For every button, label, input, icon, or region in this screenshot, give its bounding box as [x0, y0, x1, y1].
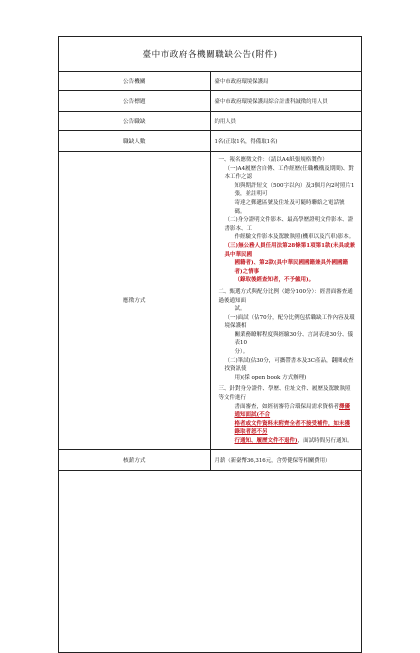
method-item-3-line2-text: 書面審查，如經初審符合環保局需求資格者 — [234, 403, 340, 410]
blank-row — [59, 470, 362, 652]
salary-label: 核薪方式 — [59, 449, 211, 470]
page-title: 臺中市政府各機關職缺公告(附件) — [59, 37, 362, 72]
method-item-1a-line2: 知與期許短文（500字以內）及3個月內2吋照片1張，並註明可 — [234, 182, 355, 198]
headcount-value: 1名(正取1名，得備取1名) — [210, 131, 362, 152]
method-label: 應徵方式 — [59, 152, 211, 450]
method-item-3-line3: 格者或文件資料未附齊全者不接受補件，如未獲錄取者恕不另 — [234, 420, 351, 436]
salary-row — [59, 449, 362, 470]
method-item-2a-line1: （一)面試（佔70分，配分比例包括職缺工作內容及環境保護相 — [224, 314, 355, 330]
method-item-1: 一、報名應徵文件：（請以A4紙張規格製作） — [218, 157, 328, 163]
method-item-3-line4-emphasis: 行通知、履歷文件不退件) — [234, 438, 298, 444]
method-item-1a-line1: （一)A4履歷含自傳、工作經歷(任職機構及期間)、對本工作之認 — [224, 165, 354, 181]
method-item-1c-line1: （三)無公務人員任用法第28條第1項第1款(未具或兼具中華民國 — [224, 242, 356, 258]
method-item-2-line1: 二、甄選方式與配分比例（總分100分）：經書面審查通過後通知面 — [218, 288, 353, 304]
announcement-form-table — [58, 36, 362, 653]
subject-label: 公告標題 — [59, 91, 211, 112]
title-row — [59, 37, 362, 72]
method-item-2b-line1: （二)筆試(佔30分，可攜帶書本及3C產品，翻閱或查找資訊使 — [224, 357, 354, 373]
method-item-2b-line2: 用)(採 open book 方式辦理) — [234, 374, 307, 381]
method-item-2-line2: 試。 — [234, 306, 246, 313]
salary-value: 月薪（新臺幣36,316元，含勞健保等相關費用） — [210, 449, 362, 470]
vacancy-announcement-sheet — [58, 36, 362, 653]
method-item-3-line4 — [219, 437, 356, 446]
method-item-1c-line2: 國籍者)、第2款(具中華民國國籍兼具外國國籍者)之情事 — [234, 260, 349, 275]
blank-cell — [59, 470, 362, 652]
method-item-2a-line2: 關業務瞭解程度與經驗30分、言詞表達30分、儀表10 — [234, 331, 353, 347]
agency-label: 公告機關 — [59, 72, 211, 91]
method-item-2a-line3: 分）。 — [234, 349, 249, 356]
position-value: 約用人員 — [210, 112, 362, 131]
method-content — [210, 152, 362, 450]
method-item-3-line2-emphasis: 擇優通知面試(不合 — [234, 403, 351, 419]
method-item-1c-line3: （錄取後經查知者，不予僱用)。 — [234, 277, 315, 284]
agency-row — [59, 72, 362, 91]
method-item-1b-line2: 作經驗文件影本及駕駛執照(機車以及汽車)影本。 — [234, 234, 355, 241]
position-label: 公告職缺 — [59, 112, 211, 131]
method-item-1a-line3: 寄達之郵遞區號及住址及可隨時聯絡之電話號碼。 — [234, 199, 345, 215]
subject-value: 臺中市政府環境保護局綜合計畫科誠徵約用人員 — [210, 91, 362, 112]
headcount-label: 職缺人數 — [59, 131, 211, 152]
method-item-3-line2 — [219, 403, 356, 420]
method-item-3-line1: 三、針對身分證件、學歷、住址文件、履歷及駕駛執照等文件進行 — [218, 386, 351, 402]
application-method-row — [59, 152, 362, 450]
method-item-1b-line1: （二)身分證明文件影本、最高學歷證明文件影本、證書影本、工 — [224, 217, 354, 232]
agency-value: 臺中市政府環境保護局 — [210, 72, 362, 91]
position-row — [59, 112, 362, 131]
subject-row — [59, 91, 362, 112]
headcount-row — [59, 131, 362, 152]
method-item-3-line4-text: ，面試時間另行通知。 — [297, 438, 353, 444]
